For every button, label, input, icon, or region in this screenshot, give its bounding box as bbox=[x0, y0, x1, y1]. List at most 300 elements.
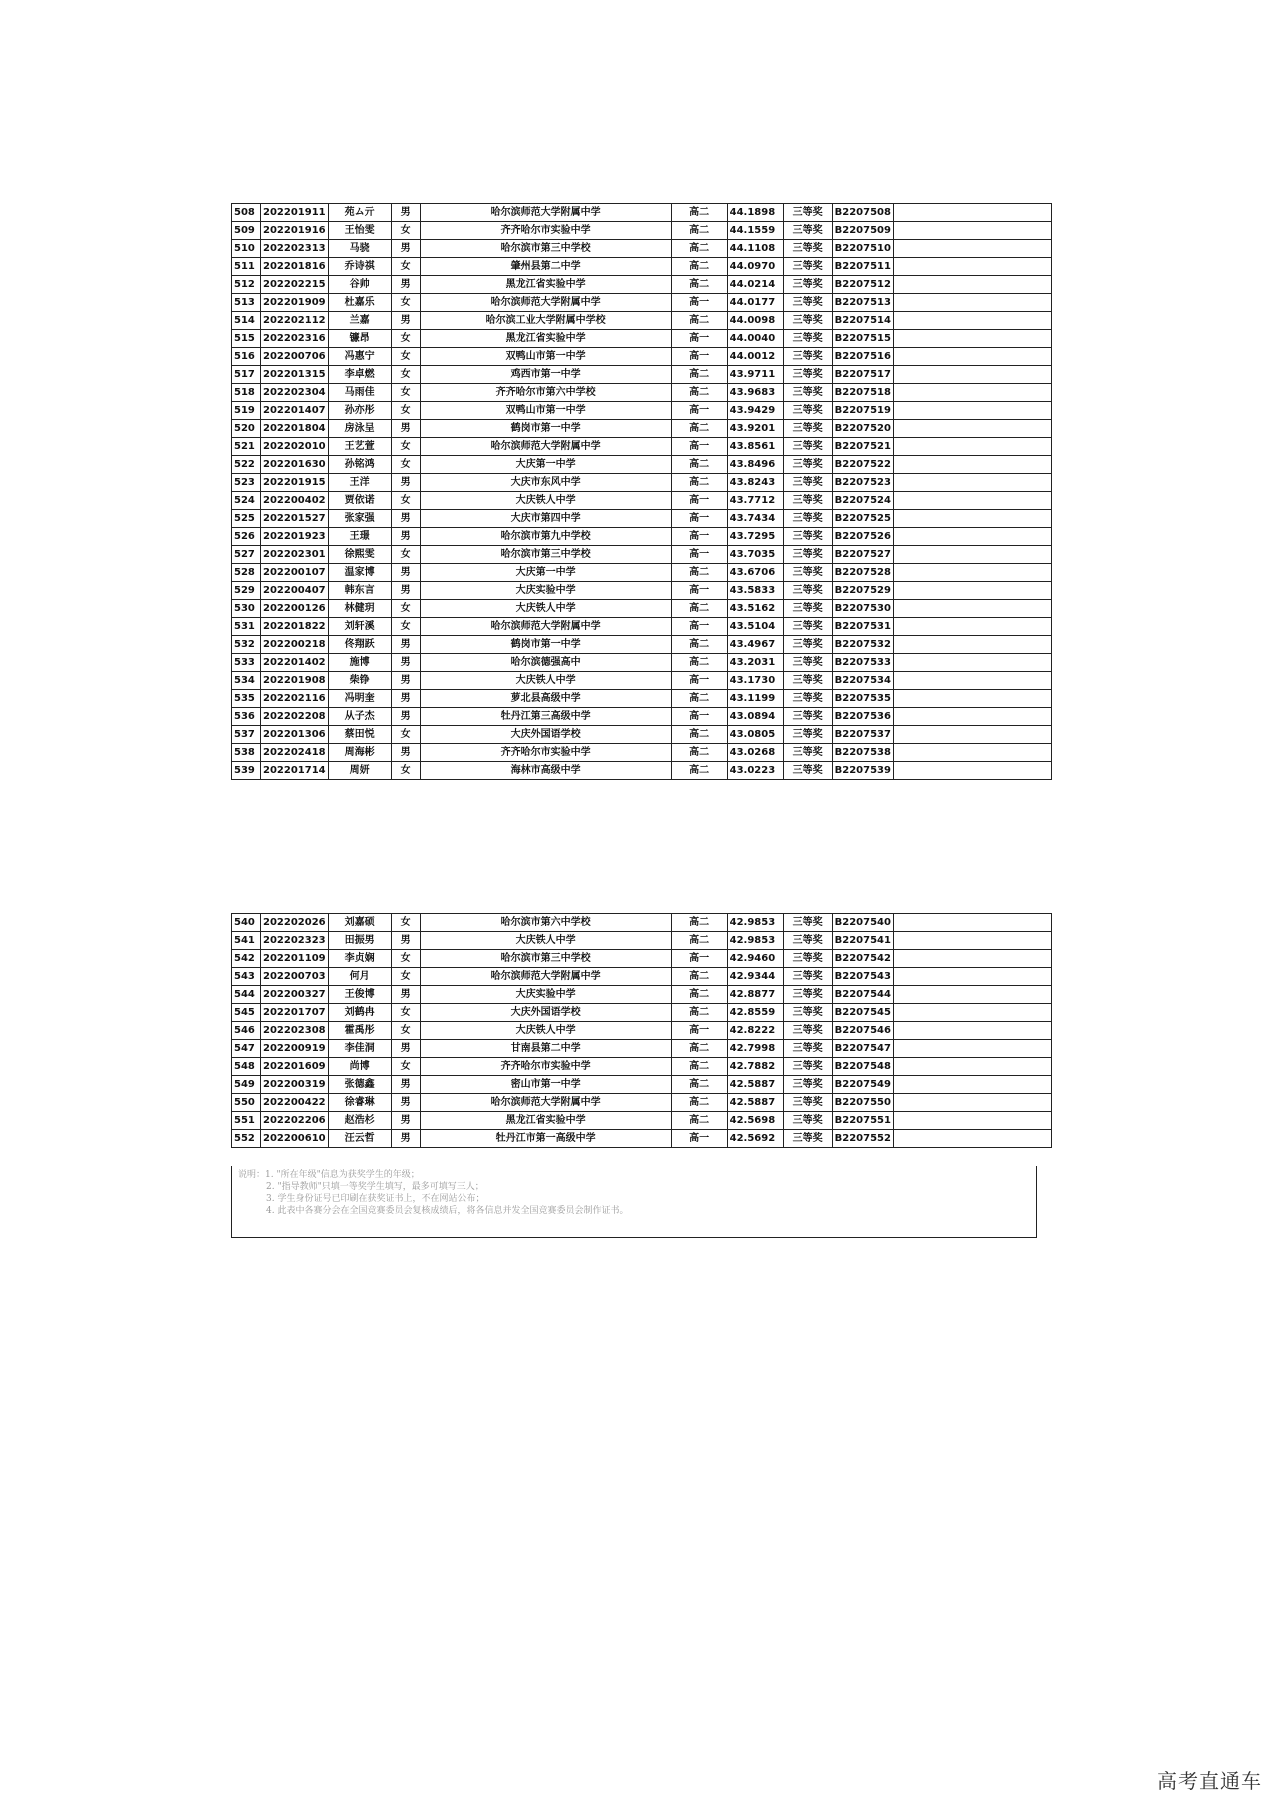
gender-cell: 女 bbox=[391, 258, 420, 276]
exam-id-cell: 202201915 bbox=[261, 474, 329, 492]
note-line: 2. "指导教师"只填一等奖学生填写，最多可填写三人； bbox=[266, 1182, 484, 1192]
school-cell: 鹤岗市第一中学 bbox=[420, 636, 671, 654]
exam-id-cell: 202202304 bbox=[261, 384, 329, 402]
grade-cell: 高二 bbox=[671, 1094, 727, 1112]
student-name-cell: 刘鹤冉 bbox=[328, 1004, 391, 1022]
gender-cell: 女 bbox=[391, 456, 420, 474]
gender-cell: 男 bbox=[391, 690, 420, 708]
exam-id-cell: 202201923 bbox=[261, 528, 329, 546]
award-cell: 三等奖 bbox=[783, 1058, 832, 1076]
row-number-cell: 510 bbox=[232, 240, 261, 258]
certificate-number-cell: B2207545 bbox=[832, 1004, 893, 1022]
award-cell: 三等奖 bbox=[783, 474, 832, 492]
row-number-cell: 538 bbox=[232, 744, 261, 762]
row-number-cell: 522 bbox=[232, 456, 261, 474]
student-name-cell: 镰昂 bbox=[328, 330, 391, 348]
award-table-part-2 bbox=[231, 913, 1052, 1148]
row-number-cell: 512 bbox=[232, 276, 261, 294]
student-name-cell: 兰嘉 bbox=[328, 312, 391, 330]
exam-id-cell: 202202116 bbox=[261, 690, 329, 708]
award-cell: 三等奖 bbox=[783, 276, 832, 294]
table-row bbox=[232, 708, 1052, 726]
grade-cell: 高二 bbox=[671, 366, 727, 384]
exam-id-cell: 202200919 bbox=[261, 1040, 329, 1058]
exam-id-cell: 202201822 bbox=[261, 618, 329, 636]
school-cell: 哈尔滨师范大学附属中学 bbox=[420, 968, 671, 986]
grade-cell: 高一 bbox=[671, 950, 727, 968]
score-cell: 44.0214 bbox=[727, 276, 783, 294]
gender-cell: 女 bbox=[391, 402, 420, 420]
table-row bbox=[232, 276, 1052, 294]
grade-cell: 高一 bbox=[671, 510, 727, 528]
student-name-cell: 谷帅 bbox=[328, 276, 391, 294]
table-row bbox=[232, 420, 1052, 438]
student-name-cell: 蔡田悦 bbox=[328, 726, 391, 744]
table-row bbox=[232, 726, 1052, 744]
certificate-number-cell: B2207524 bbox=[832, 492, 893, 510]
award-cell: 三等奖 bbox=[783, 1022, 832, 1040]
blank-cell bbox=[893, 564, 1051, 582]
school-cell: 哈尔滨市第三中学校 bbox=[420, 950, 671, 968]
award-cell: 三等奖 bbox=[783, 366, 832, 384]
certificate-number-cell: B2207520 bbox=[832, 420, 893, 438]
exam-id-cell: 202200319 bbox=[261, 1076, 329, 1094]
certificate-number-cell: B2207530 bbox=[832, 600, 893, 618]
student-name-cell: 刘嘉硕 bbox=[328, 914, 391, 932]
school-cell: 萝北县高级中学 bbox=[420, 690, 671, 708]
award-cell: 三等奖 bbox=[783, 348, 832, 366]
gender-cell: 女 bbox=[391, 492, 420, 510]
award-cell: 三等奖 bbox=[783, 708, 832, 726]
student-name-cell: 贾依诺 bbox=[328, 492, 391, 510]
gender-cell: 女 bbox=[391, 546, 420, 564]
gender-cell: 男 bbox=[391, 1076, 420, 1094]
student-name-cell: 王洋 bbox=[328, 474, 391, 492]
exam-id-cell: 202201714 bbox=[261, 762, 329, 780]
certificate-number-cell: B2207531 bbox=[832, 618, 893, 636]
blank-cell bbox=[893, 744, 1051, 762]
school-cell: 肇州县第二中学 bbox=[420, 258, 671, 276]
row-number-cell: 511 bbox=[232, 258, 261, 276]
score-cell: 43.8243 bbox=[727, 474, 783, 492]
exam-id-cell: 202201816 bbox=[261, 258, 329, 276]
table-row bbox=[232, 1058, 1052, 1076]
table-row bbox=[232, 1040, 1052, 1058]
certificate-number-cell: B2207552 bbox=[832, 1130, 893, 1148]
table-row bbox=[232, 636, 1052, 654]
exam-id-cell: 202202215 bbox=[261, 276, 329, 294]
award-cell: 三等奖 bbox=[783, 1076, 832, 1094]
award-cell: 三等奖 bbox=[783, 330, 832, 348]
gender-cell: 男 bbox=[391, 240, 420, 258]
school-cell: 甘南县第二中学 bbox=[420, 1040, 671, 1058]
grade-cell: 高二 bbox=[671, 600, 727, 618]
blank-cell bbox=[893, 1130, 1051, 1148]
table-row bbox=[232, 1076, 1052, 1094]
school-cell: 双鸭山市第一中学 bbox=[420, 402, 671, 420]
blank-cell bbox=[893, 932, 1051, 950]
certificate-number-cell: B2207527 bbox=[832, 546, 893, 564]
exam-id-cell: 202200706 bbox=[261, 348, 329, 366]
grade-cell: 高二 bbox=[671, 986, 727, 1004]
blank-cell bbox=[893, 726, 1051, 744]
score-cell: 43.7035 bbox=[727, 546, 783, 564]
award-cell: 三等奖 bbox=[783, 438, 832, 456]
exam-id-cell: 202202316 bbox=[261, 330, 329, 348]
table-row bbox=[232, 654, 1052, 672]
student-name-cell: 王艺萱 bbox=[328, 438, 391, 456]
grade-cell: 高一 bbox=[671, 1130, 727, 1148]
exam-id-cell: 202201315 bbox=[261, 366, 329, 384]
blank-cell bbox=[893, 1040, 1051, 1058]
grade-cell: 高二 bbox=[671, 240, 727, 258]
row-number-cell: 537 bbox=[232, 726, 261, 744]
student-name-cell: 乔诗祺 bbox=[328, 258, 391, 276]
row-number-cell: 525 bbox=[232, 510, 261, 528]
row-number-cell: 539 bbox=[232, 762, 261, 780]
grade-cell: 高二 bbox=[671, 914, 727, 932]
award-cell: 三等奖 bbox=[783, 914, 832, 932]
certificate-number-cell: B2207534 bbox=[832, 672, 893, 690]
certificate-number-cell: B2207526 bbox=[832, 528, 893, 546]
gender-cell: 女 bbox=[391, 1004, 420, 1022]
certificate-number-cell: B2207513 bbox=[832, 294, 893, 312]
blank-cell bbox=[893, 1058, 1051, 1076]
certificate-number-cell: B2207521 bbox=[832, 438, 893, 456]
school-cell: 哈尔滨师范大学附属中学 bbox=[420, 1094, 671, 1112]
certificate-number-cell: B2207528 bbox=[832, 564, 893, 582]
row-number-cell: 530 bbox=[232, 600, 261, 618]
score-cell: 42.9853 bbox=[727, 914, 783, 932]
blank-cell bbox=[893, 312, 1051, 330]
grade-cell: 高二 bbox=[671, 636, 727, 654]
blank-cell bbox=[893, 294, 1051, 312]
table-row bbox=[232, 968, 1052, 986]
school-cell: 大庆第一中学 bbox=[420, 456, 671, 474]
table-row bbox=[232, 600, 1052, 618]
blank-cell bbox=[893, 1076, 1051, 1094]
row-number-cell: 514 bbox=[232, 312, 261, 330]
gender-cell: 女 bbox=[391, 330, 420, 348]
student-name-cell: 周妍 bbox=[328, 762, 391, 780]
school-cell: 密山市第一中学 bbox=[420, 1076, 671, 1094]
row-number-cell: 509 bbox=[232, 222, 261, 240]
certificate-number-cell: B2207539 bbox=[832, 762, 893, 780]
row-number-cell: 520 bbox=[232, 420, 261, 438]
table-row bbox=[232, 366, 1052, 384]
award-cell: 三等奖 bbox=[783, 546, 832, 564]
grade-cell: 高二 bbox=[671, 312, 727, 330]
row-number-cell: 536 bbox=[232, 708, 261, 726]
table-row bbox=[232, 582, 1052, 600]
exam-id-cell: 202201804 bbox=[261, 420, 329, 438]
award-cell: 三等奖 bbox=[783, 636, 832, 654]
exam-id-cell: 202200402 bbox=[261, 492, 329, 510]
row-number-cell: 527 bbox=[232, 546, 261, 564]
table-row bbox=[232, 986, 1052, 1004]
school-cell: 大庆外国语学校 bbox=[420, 726, 671, 744]
score-cell: 43.0805 bbox=[727, 726, 783, 744]
blank-cell bbox=[893, 456, 1051, 474]
gender-cell: 男 bbox=[391, 744, 420, 762]
gender-cell: 男 bbox=[391, 204, 420, 222]
school-cell: 哈尔滨市第六中学校 bbox=[420, 914, 671, 932]
grade-cell: 高二 bbox=[671, 564, 727, 582]
student-name-cell: 冯惠宁 bbox=[328, 348, 391, 366]
exam-id-cell: 202201402 bbox=[261, 654, 329, 672]
award-cell: 三等奖 bbox=[783, 690, 832, 708]
school-cell: 大庆第一中学 bbox=[420, 564, 671, 582]
row-number-cell: 533 bbox=[232, 654, 261, 672]
score-cell: 42.5887 bbox=[727, 1094, 783, 1112]
gender-cell: 女 bbox=[391, 950, 420, 968]
blank-cell bbox=[893, 222, 1051, 240]
student-name-cell: 王怡雯 bbox=[328, 222, 391, 240]
grade-cell: 高一 bbox=[671, 672, 727, 690]
exam-id-cell: 202201916 bbox=[261, 222, 329, 240]
grade-cell: 高一 bbox=[671, 618, 727, 636]
student-name-cell: 苑ム亓 bbox=[328, 204, 391, 222]
score-cell: 43.4967 bbox=[727, 636, 783, 654]
blank-cell bbox=[893, 654, 1051, 672]
row-number-cell: 523 bbox=[232, 474, 261, 492]
school-cell: 大庆铁人中学 bbox=[420, 600, 671, 618]
row-number-cell: 546 bbox=[232, 1022, 261, 1040]
score-cell: 43.9201 bbox=[727, 420, 783, 438]
gender-cell: 女 bbox=[391, 726, 420, 744]
school-cell: 齐齐哈尔市实验中学 bbox=[420, 744, 671, 762]
certificate-number-cell: B2207523 bbox=[832, 474, 893, 492]
award-cell: 三等奖 bbox=[783, 618, 832, 636]
gender-cell: 男 bbox=[391, 528, 420, 546]
score-cell: 44.1898 bbox=[727, 204, 783, 222]
blank-cell bbox=[893, 528, 1051, 546]
grade-cell: 高二 bbox=[671, 384, 727, 402]
school-cell: 鹤岗市第一中学 bbox=[420, 420, 671, 438]
gender-cell: 男 bbox=[391, 672, 420, 690]
student-name-cell: 冯明奎 bbox=[328, 690, 391, 708]
table-row bbox=[232, 240, 1052, 258]
exam-id-cell: 202200107 bbox=[261, 564, 329, 582]
grade-cell: 高一 bbox=[671, 546, 727, 564]
exam-id-cell: 202202026 bbox=[261, 914, 329, 932]
certificate-number-cell: B2207509 bbox=[832, 222, 893, 240]
exam-id-cell: 202201609 bbox=[261, 1058, 329, 1076]
grade-cell: 高一 bbox=[671, 492, 727, 510]
student-name-cell: 佟翔跃 bbox=[328, 636, 391, 654]
table-row bbox=[232, 1004, 1052, 1022]
school-cell: 齐齐哈尔市第六中学校 bbox=[420, 384, 671, 402]
student-name-cell: 马骁 bbox=[328, 240, 391, 258]
row-number-cell: 541 bbox=[232, 932, 261, 950]
certificate-number-cell: B2207548 bbox=[832, 1058, 893, 1076]
certificate-number-cell: B2207517 bbox=[832, 366, 893, 384]
student-name-cell: 张德鑫 bbox=[328, 1076, 391, 1094]
blank-cell bbox=[893, 986, 1051, 1004]
student-name-cell: 尚博 bbox=[328, 1058, 391, 1076]
student-name-cell: 王俊博 bbox=[328, 986, 391, 1004]
student-name-cell: 汪云哲 bbox=[328, 1130, 391, 1148]
student-name-cell: 徐熙雯 bbox=[328, 546, 391, 564]
table-row bbox=[232, 1022, 1052, 1040]
table-row bbox=[232, 914, 1052, 932]
gender-cell: 男 bbox=[391, 1112, 420, 1130]
gender-cell: 男 bbox=[391, 582, 420, 600]
certificate-number-cell: B2207543 bbox=[832, 968, 893, 986]
school-cell: 哈尔滨德强高中 bbox=[420, 654, 671, 672]
student-name-cell: 施博 bbox=[328, 654, 391, 672]
grade-cell: 高二 bbox=[671, 1076, 727, 1094]
score-cell: 43.6706 bbox=[727, 564, 783, 582]
grade-cell: 高一 bbox=[671, 438, 727, 456]
row-number-cell: 508 bbox=[232, 204, 261, 222]
row-number-cell: 524 bbox=[232, 492, 261, 510]
score-cell: 43.9683 bbox=[727, 384, 783, 402]
exam-id-cell: 202202206 bbox=[261, 1112, 329, 1130]
school-cell: 黑龙江省实验中学 bbox=[420, 330, 671, 348]
blank-cell bbox=[893, 672, 1051, 690]
table-row bbox=[232, 564, 1052, 582]
exam-id-cell: 202201527 bbox=[261, 510, 329, 528]
blank-cell bbox=[893, 950, 1051, 968]
table-row bbox=[232, 510, 1052, 528]
grade-cell: 高一 bbox=[671, 402, 727, 420]
student-name-cell: 温家博 bbox=[328, 564, 391, 582]
table-row bbox=[232, 384, 1052, 402]
score-cell: 43.8561 bbox=[727, 438, 783, 456]
row-number-cell: 532 bbox=[232, 636, 261, 654]
exam-id-cell: 202202418 bbox=[261, 744, 329, 762]
grade-cell: 高二 bbox=[671, 474, 727, 492]
exam-id-cell: 202201911 bbox=[261, 204, 329, 222]
certificate-number-cell: B2207546 bbox=[832, 1022, 893, 1040]
row-number-cell: 535 bbox=[232, 690, 261, 708]
row-number-cell: 518 bbox=[232, 384, 261, 402]
exam-id-cell: 202201707 bbox=[261, 1004, 329, 1022]
award-cell: 三等奖 bbox=[783, 582, 832, 600]
award-cell: 三等奖 bbox=[783, 1130, 832, 1148]
exam-id-cell: 202200407 bbox=[261, 582, 329, 600]
award-cell: 三等奖 bbox=[783, 1112, 832, 1130]
table-row bbox=[232, 312, 1052, 330]
award-cell: 三等奖 bbox=[783, 384, 832, 402]
exam-id-cell: 202201630 bbox=[261, 456, 329, 474]
blank-cell bbox=[893, 618, 1051, 636]
award-cell: 三等奖 bbox=[783, 456, 832, 474]
exam-id-cell: 202202112 bbox=[261, 312, 329, 330]
grade-cell: 高二 bbox=[671, 456, 727, 474]
row-number-cell: 515 bbox=[232, 330, 261, 348]
award-cell: 三等奖 bbox=[783, 762, 832, 780]
blank-cell bbox=[893, 636, 1051, 654]
score-cell: 43.7434 bbox=[727, 510, 783, 528]
notes-box bbox=[231, 1166, 1037, 1238]
award-cell: 三等奖 bbox=[783, 222, 832, 240]
grade-cell: 高二 bbox=[671, 420, 727, 438]
grade-cell: 高二 bbox=[671, 744, 727, 762]
award-cell: 三等奖 bbox=[783, 1004, 832, 1022]
row-number-cell: 521 bbox=[232, 438, 261, 456]
exam-id-cell: 202202208 bbox=[261, 708, 329, 726]
certificate-number-cell: B2207540 bbox=[832, 914, 893, 932]
exam-id-cell: 202200327 bbox=[261, 986, 329, 1004]
row-number-cell: 543 bbox=[232, 968, 261, 986]
award-cell: 三等奖 bbox=[783, 1040, 832, 1058]
certificate-number-cell: B2207542 bbox=[832, 950, 893, 968]
certificate-number-cell: B2207515 bbox=[832, 330, 893, 348]
award-cell: 三等奖 bbox=[783, 968, 832, 986]
school-cell: 哈尔滨市第三中学校 bbox=[420, 240, 671, 258]
row-number-cell: 542 bbox=[232, 950, 261, 968]
exam-id-cell: 202201908 bbox=[261, 672, 329, 690]
school-cell: 哈尔滨工业大学附属中学校 bbox=[420, 312, 671, 330]
school-cell: 大庆外国语学校 bbox=[420, 1004, 671, 1022]
student-name-cell: 王璟 bbox=[328, 528, 391, 546]
blank-cell bbox=[893, 1022, 1051, 1040]
row-number-cell: 549 bbox=[232, 1076, 261, 1094]
blank-cell bbox=[893, 708, 1051, 726]
school-cell: 大庆实验中学 bbox=[420, 582, 671, 600]
row-number-cell: 551 bbox=[232, 1112, 261, 1130]
blank-cell bbox=[893, 330, 1051, 348]
certificate-number-cell: B2207512 bbox=[832, 276, 893, 294]
grade-cell: 高二 bbox=[671, 762, 727, 780]
school-cell: 牡丹江市第一高级中学 bbox=[420, 1130, 671, 1148]
grade-cell: 高一 bbox=[671, 348, 727, 366]
award-cell: 三等奖 bbox=[783, 654, 832, 672]
blank-cell bbox=[893, 240, 1051, 258]
student-name-cell: 马雨佳 bbox=[328, 384, 391, 402]
blank-cell bbox=[893, 914, 1051, 932]
gender-cell: 男 bbox=[391, 986, 420, 1004]
score-cell: 44.0012 bbox=[727, 348, 783, 366]
grade-cell: 高一 bbox=[671, 1022, 727, 1040]
award-cell: 三等奖 bbox=[783, 420, 832, 438]
score-cell: 44.1108 bbox=[727, 240, 783, 258]
grade-cell: 高二 bbox=[671, 654, 727, 672]
certificate-number-cell: B2207551 bbox=[832, 1112, 893, 1130]
certificate-number-cell: B2207532 bbox=[832, 636, 893, 654]
exam-id-cell: 202200218 bbox=[261, 636, 329, 654]
school-cell: 哈尔滨市第九中学校 bbox=[420, 528, 671, 546]
blank-cell bbox=[893, 762, 1051, 780]
blank-cell bbox=[893, 258, 1051, 276]
school-cell: 黑龙江省实验中学 bbox=[420, 276, 671, 294]
table-row bbox=[232, 1094, 1052, 1112]
award-cell: 三等奖 bbox=[783, 564, 832, 582]
grade-cell: 高二 bbox=[671, 276, 727, 294]
gender-cell: 男 bbox=[391, 636, 420, 654]
gender-cell: 男 bbox=[391, 312, 420, 330]
blank-cell bbox=[893, 204, 1051, 222]
blank-cell bbox=[893, 690, 1051, 708]
gender-cell: 男 bbox=[391, 1130, 420, 1148]
exam-id-cell: 202201909 bbox=[261, 294, 329, 312]
score-cell: 44.1559 bbox=[727, 222, 783, 240]
award-cell: 三等奖 bbox=[783, 402, 832, 420]
row-number-cell: 529 bbox=[232, 582, 261, 600]
grade-cell: 高二 bbox=[671, 1058, 727, 1076]
score-cell: 43.9711 bbox=[727, 366, 783, 384]
grade-cell: 高二 bbox=[671, 968, 727, 986]
row-number-cell: 528 bbox=[232, 564, 261, 582]
gender-cell: 女 bbox=[391, 294, 420, 312]
gender-cell: 女 bbox=[391, 1022, 420, 1040]
grade-cell: 高二 bbox=[671, 726, 727, 744]
certificate-number-cell: B2207510 bbox=[832, 240, 893, 258]
score-cell: 42.8559 bbox=[727, 1004, 783, 1022]
table-row bbox=[232, 294, 1052, 312]
